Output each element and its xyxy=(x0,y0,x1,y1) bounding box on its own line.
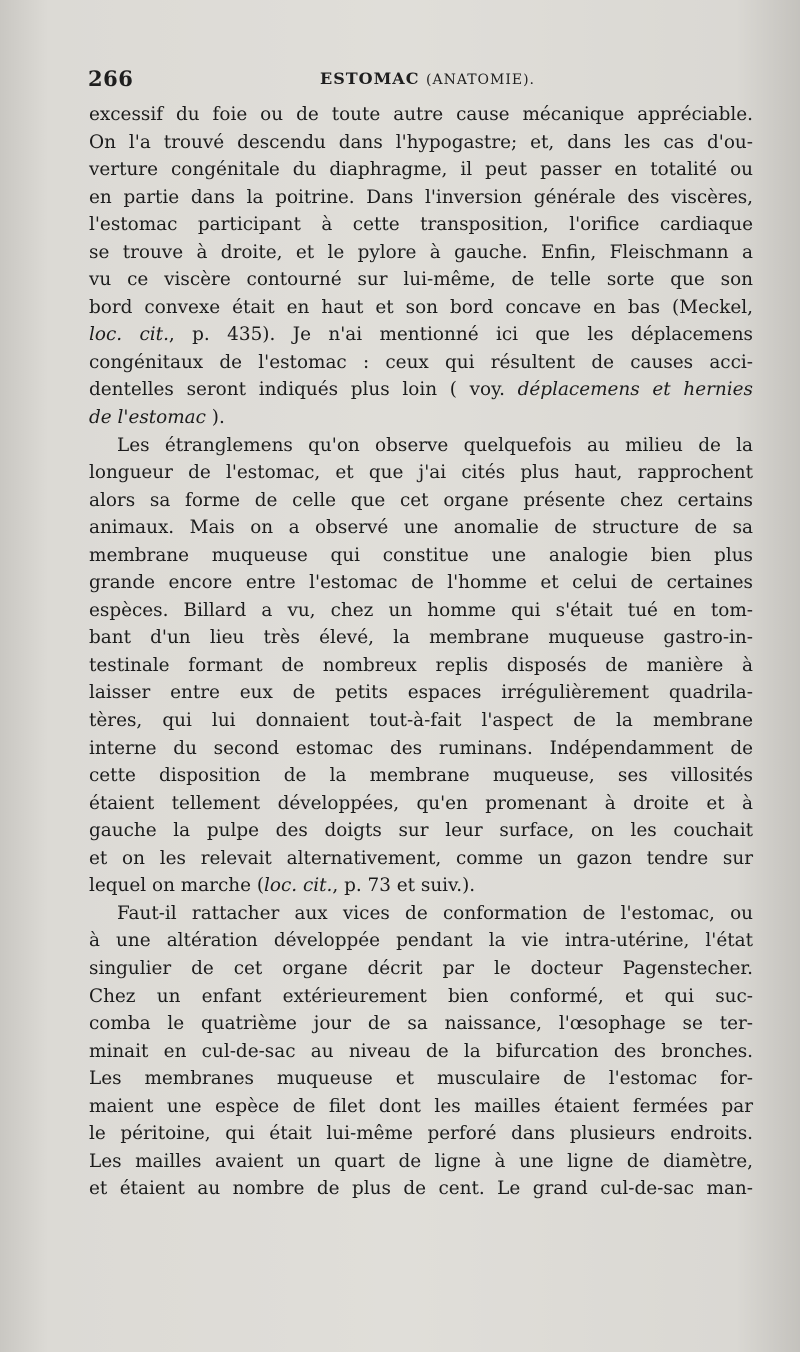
text-line: laisser entre eux de petits espaces irrégulièrement quadrila- xyxy=(89,682,753,704)
text-line: maient une espèce de filet dont les mailles étaient fermées par xyxy=(89,1095,753,1117)
text-line: loc. cit., p. 435). Je n'ai mentionné ici que les déplacemens xyxy=(89,324,753,346)
running-head-subtitle: (ANATOMIE). xyxy=(426,72,536,88)
text-line: espèces. Billard a vu, chez un homme qui s'était tué en tom- xyxy=(89,599,753,621)
text-line: dentelles seront indiqués plus loin ( voy. déplacemens et hernies xyxy=(89,379,753,401)
text-line: minait en cul-de-sac au niveau de la bifurcation des bronches. xyxy=(89,1040,753,1062)
text-line: On l'a trouvé descendu dans l'hypogastre; et, dans les cas d'ou- xyxy=(89,131,753,153)
text-line: à une altération développée pendant la vie intra-utérine, l'état xyxy=(89,930,753,952)
text-line: bord convexe était en haut et son bord concave en bas (Meckel, xyxy=(89,296,753,318)
paragraph-start-line: Faut-il rattacher aux vices de conformation de l'estomac, ou xyxy=(117,902,753,924)
body-text xyxy=(89,101,753,1203)
italic-reference: déplacemens et hernies xyxy=(517,379,753,401)
text-line: lequel on marche (loc. cit., p. 73 et suiv.). xyxy=(89,875,476,897)
text-line: interne du second estomac des ruminans. Indépendamment de xyxy=(89,737,753,759)
text-line: longueur de l'estomac, et que j'ai cités plus haut, rapprochent xyxy=(89,462,753,484)
text-line: testinale formant de nombreux replis disposés de manière à xyxy=(89,654,753,676)
text-line: bant d'un lieu très élevé, la membrane muqueuse gastro-in- xyxy=(89,627,753,649)
text-line: et étaient au nombre de plus de cent. Le grand cul-de-sac man- xyxy=(89,1178,753,1200)
paragraph-start-line: Les étranglemens qu'on observe quelquefois au milieu de la xyxy=(117,434,753,456)
text-line: en partie dans la poitrine. Dans l'inversion générale des viscères, xyxy=(89,186,753,208)
page-header xyxy=(88,66,752,100)
running-head xyxy=(320,69,535,88)
text-line: l'estomac participant à cette transposition, l'orifice cardiaque xyxy=(89,214,753,236)
italic-reference: de l'estomac xyxy=(89,407,206,429)
italic-citation: loc. cit. xyxy=(264,875,333,897)
text-line: Chez un enfant extérieurement bien conformé, et qui suc- xyxy=(89,985,753,1007)
text-line: alors sa forme de celle que cet organe présente chez certains xyxy=(89,489,753,511)
text-line: membrane muqueuse qui constitue une analogie bien plus xyxy=(89,544,753,566)
text-line: étaient tellement développées, qu'en promenant à droite et à xyxy=(89,792,753,814)
text-line: gauche la pulpe des doigts sur leur surface, on les couchait xyxy=(89,820,753,842)
text-line: excessif du foie ou de toute autre cause mécanique appréciable. xyxy=(89,104,753,125)
text-line: le péritoine, qui était lui-même perforé dans plusieurs endroits. xyxy=(89,1123,753,1145)
text-line: de l'estomac ). xyxy=(89,407,225,429)
text-line: congénitaux de l'estomac : ceux qui résultent de causes acci- xyxy=(89,351,753,373)
text-line: animaux. Mais on a observé une anomalie de structure de sa xyxy=(89,517,753,539)
text-line: singulier de cet organe décrit par le docteur Pagenstecher. xyxy=(89,957,753,979)
text-line: cette disposition de la membrane muqueuse, ses villosités xyxy=(89,765,753,787)
text-line: tères, qui lui donnaient tout-à-fait l'aspect de la membrane xyxy=(89,710,753,732)
page-number: 266 xyxy=(88,66,134,91)
italic-citation: loc. cit. xyxy=(89,324,169,346)
text-line: verture congénitale du diaphragme, il peut passer en totalité ou xyxy=(89,159,753,181)
text-line: et on les relevait alternativement, comme un gazon tendre sur xyxy=(89,847,753,869)
text-line: comba le quatrième jour de sa naissance, l'œsophage se ter- xyxy=(89,1013,753,1035)
running-head-title: ESTOMAC xyxy=(320,69,420,88)
text-line: se trouve à droite, et le pylore à gauche. Enfin, Fleischmann a xyxy=(89,241,753,263)
text-line: grande encore entre l'estomac de l'homme et celui de certaines xyxy=(89,572,753,594)
text-line: Les mailles avaient un quart de ligne à une ligne de diamètre, xyxy=(89,1150,753,1172)
text-line: Les membranes muqueuse et musculaire de l'estomac for- xyxy=(89,1068,753,1090)
text-line: vu ce viscère contourné sur lui-même, de telle sorte que son xyxy=(89,269,753,291)
